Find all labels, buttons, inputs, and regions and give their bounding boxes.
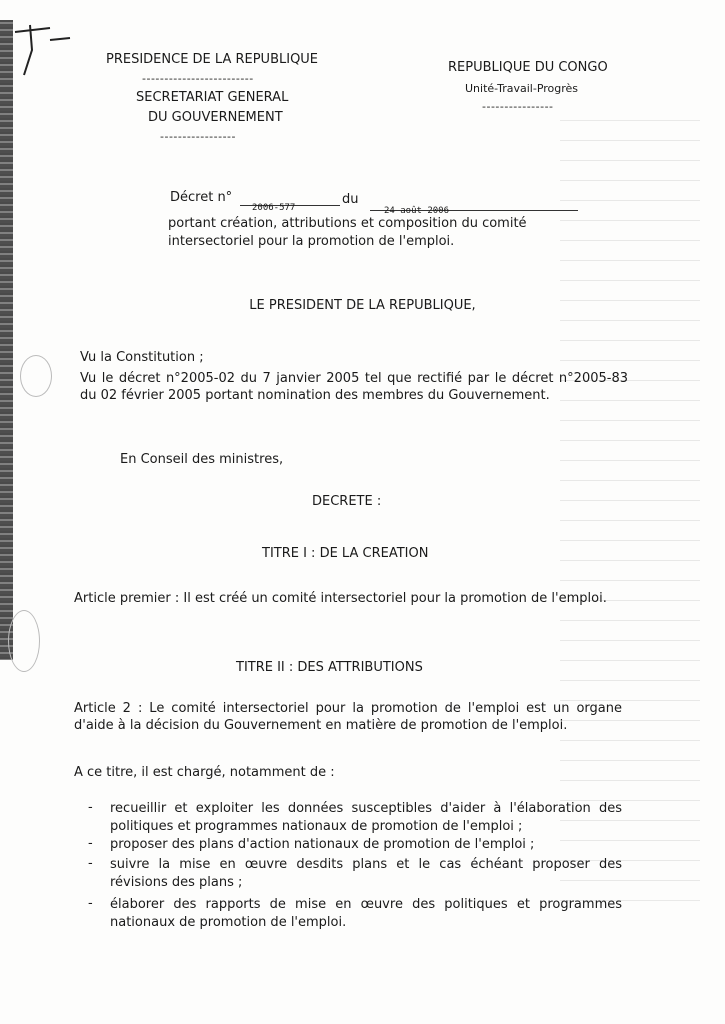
bullet-item: proposer des plans d'action nationaux de promotion de l'emploi ; bbox=[110, 837, 535, 852]
article-2: Article 2 : Le comité intersectoriel pour la promotion de l'emploi est un organe d'aide à la décision du Gouvernement en matière de promotion de l'emploi. bbox=[74, 701, 622, 733]
decree-subject-line2: intersectoriel pour la promotion de l'emploi. bbox=[168, 234, 455, 249]
punch-hole bbox=[8, 610, 40, 672]
header-separator: ----------------- bbox=[160, 130, 236, 143]
decree-prefix: Décret n° bbox=[170, 190, 233, 205]
decree-subject-line1: portant création, attributions et composition du comité bbox=[168, 216, 527, 231]
binding-edge bbox=[0, 20, 13, 660]
a-ce-titre: A ce titre, il est chargé, notamment de : bbox=[74, 765, 335, 780]
bullet-item: recueillir et exploiter les données susceptibles d'aider à l'élaboration des politiques et programmes nationaux de promotion de l'emploi ; bbox=[110, 801, 622, 834]
punch-hole bbox=[20, 355, 52, 397]
header-motto: Unité-Travail-Progrès bbox=[465, 82, 579, 95]
bullet-item: suivre la mise en œuvre desdits plans et le cas échéant proposer des révisions des plans ; bbox=[110, 857, 622, 890]
vu-decret: Vu le décret n°2005-02 du 7 janvier 2005 tel que rectifié par le décret n°2005-83 du 02 février 2005 portant nomination des membres du Gouvernement. bbox=[80, 371, 628, 403]
conseil-des-ministres: En Conseil des ministres, bbox=[120, 452, 284, 467]
bullet-marker: - bbox=[88, 836, 93, 851]
bullet-item: élaborer des rapports de mise en œuvre des politiques et programmes nationaux de promotion de l'emploi. bbox=[110, 897, 622, 930]
decree-number: 2006-577 bbox=[252, 203, 296, 213]
titre-1-heading: TITRE I : DE LA CREATION bbox=[262, 546, 429, 561]
titre-2-heading: TITRE II : DES ATTRIBUTIONS bbox=[236, 660, 423, 675]
header-separator: ---------------- bbox=[482, 100, 554, 113]
decree-date: 24 août 2006 bbox=[384, 206, 450, 216]
header-republique: REPUBLIQUE DU CONGO bbox=[448, 60, 608, 75]
decree-date-line bbox=[370, 206, 578, 216]
bullet-marker: - bbox=[88, 856, 93, 871]
decree-number-line bbox=[240, 203, 340, 213]
vu-constitution: Vu la Constitution ; bbox=[80, 350, 204, 365]
bullet-marker: - bbox=[88, 800, 93, 815]
bullet-marker: - bbox=[88, 896, 93, 911]
decree-du: du bbox=[342, 192, 359, 207]
president-heading: LE PRESIDENT DE LA REPUBLIQUE, bbox=[249, 298, 476, 313]
header-gouvernement: DU GOUVERNEMENT bbox=[148, 110, 283, 125]
handwritten-mark bbox=[10, 20, 80, 80]
decrete-heading: DECRETE : bbox=[312, 494, 382, 509]
header-presidence: PRESIDENCE DE LA REPUBLIQUE bbox=[106, 52, 319, 67]
header-separator: ------------------------- bbox=[142, 72, 254, 85]
header-secretariat: SECRETARIAT GENERAL bbox=[136, 90, 289, 105]
article-premier: Article premier : Il est créé un comité intersectoriel pour la promotion de l'emploi. bbox=[74, 591, 607, 606]
